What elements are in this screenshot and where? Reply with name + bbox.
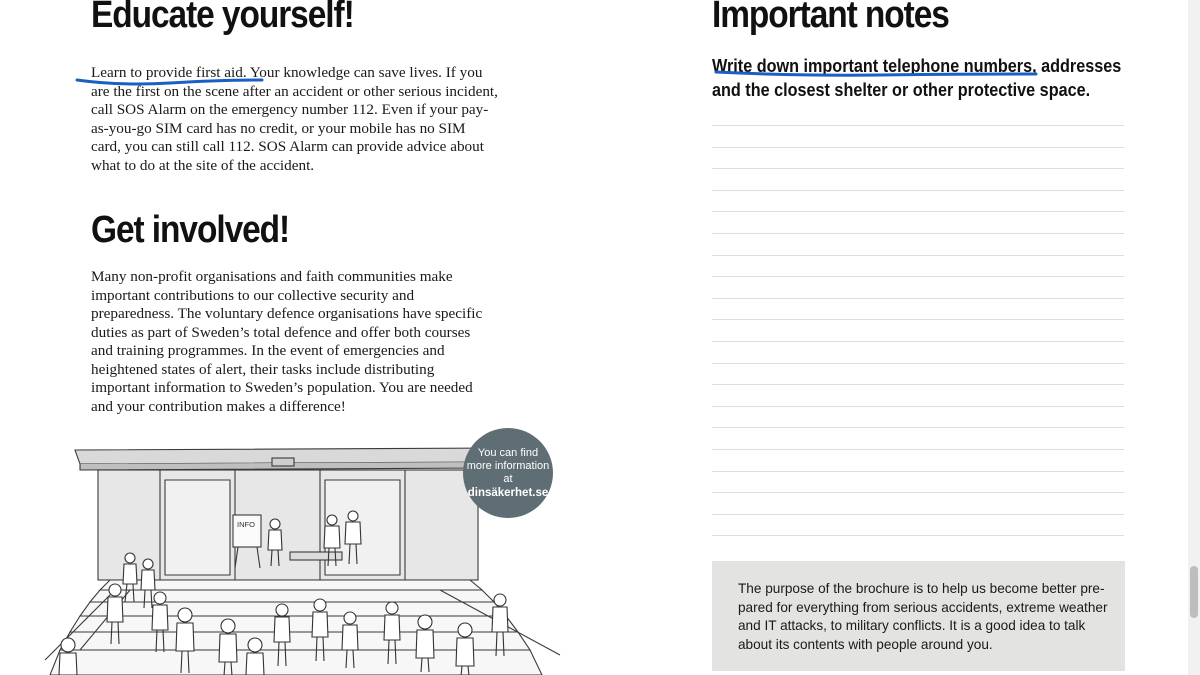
first-aid-highlight: Learn to provide first aid. xyxy=(91,64,247,81)
note-line xyxy=(712,341,1124,342)
note-line xyxy=(712,168,1124,169)
note-line xyxy=(712,471,1124,472)
badge-line-2: more information xyxy=(466,459,550,472)
note-line xyxy=(712,492,1124,493)
note-line xyxy=(712,384,1124,385)
note-line xyxy=(712,535,1124,536)
educate-text: Your knowledge can save lives. If you are the first on the scene after an accident or other serious incident, call SOS Alarm on the emergency number 112. Even if your pay-as-you-go SIM card has no credit, or your mobile has no SIM card, you can still call 112. SOS Alarm can provide advice about what to do at the site of the accident. xyxy=(91,64,498,174)
badge-line-1: You can find xyxy=(477,446,539,459)
note-line xyxy=(712,298,1124,299)
note-line xyxy=(712,514,1124,515)
note-line xyxy=(712,427,1124,428)
note-line xyxy=(712,449,1124,450)
badge-website: dinsäkerhet.se xyxy=(467,486,549,499)
notes-lead-text: Write down important telephone numbers, addresses and the closest shelter or other protective space. xyxy=(712,56,1122,100)
note-line xyxy=(712,406,1124,407)
note-line xyxy=(712,233,1124,234)
note-line xyxy=(712,125,1124,126)
note-line xyxy=(712,211,1124,212)
scrollbar-thumb[interactable] xyxy=(1190,566,1198,618)
note-line xyxy=(712,276,1124,277)
vertical-scrollbar[interactable] xyxy=(1188,0,1200,675)
note-lines xyxy=(712,125,1124,557)
more-info-badge xyxy=(463,428,553,518)
note-line xyxy=(712,147,1124,148)
involved-heading: Get involved! xyxy=(91,209,290,251)
note-line xyxy=(712,255,1124,256)
brochure-purpose-box xyxy=(712,561,1125,671)
note-line xyxy=(712,319,1124,320)
note-line xyxy=(712,363,1124,364)
educate-paragraph xyxy=(91,64,499,175)
info-sign-text: INFO xyxy=(237,520,255,529)
badge-line-3: at xyxy=(503,472,513,485)
educate-heading: Educate yourself! xyxy=(91,0,354,36)
note-line xyxy=(712,190,1124,191)
brochure-purpose-text: The purpose of the brochure is to help us become better pre-pared for everything from serious accidents, extreme weather and IT attacks, to military conflicts. It is a good idea to talk about its contents with people around you. xyxy=(738,581,1108,652)
notes-heading: Important notes xyxy=(712,0,949,36)
involved-paragraph: Many non-profit organisations and faith communities make important contributions to our collective security and preparedness. The voluntary defence organisations have specific duties as part of Sweden’s total defence and offer both courses and training programmes. In the event of emergencies and heightened states of alert, their tasks include distributing important information to Sweden’s population. You are needed and your contribution makes a difference! xyxy=(91,268,483,415)
